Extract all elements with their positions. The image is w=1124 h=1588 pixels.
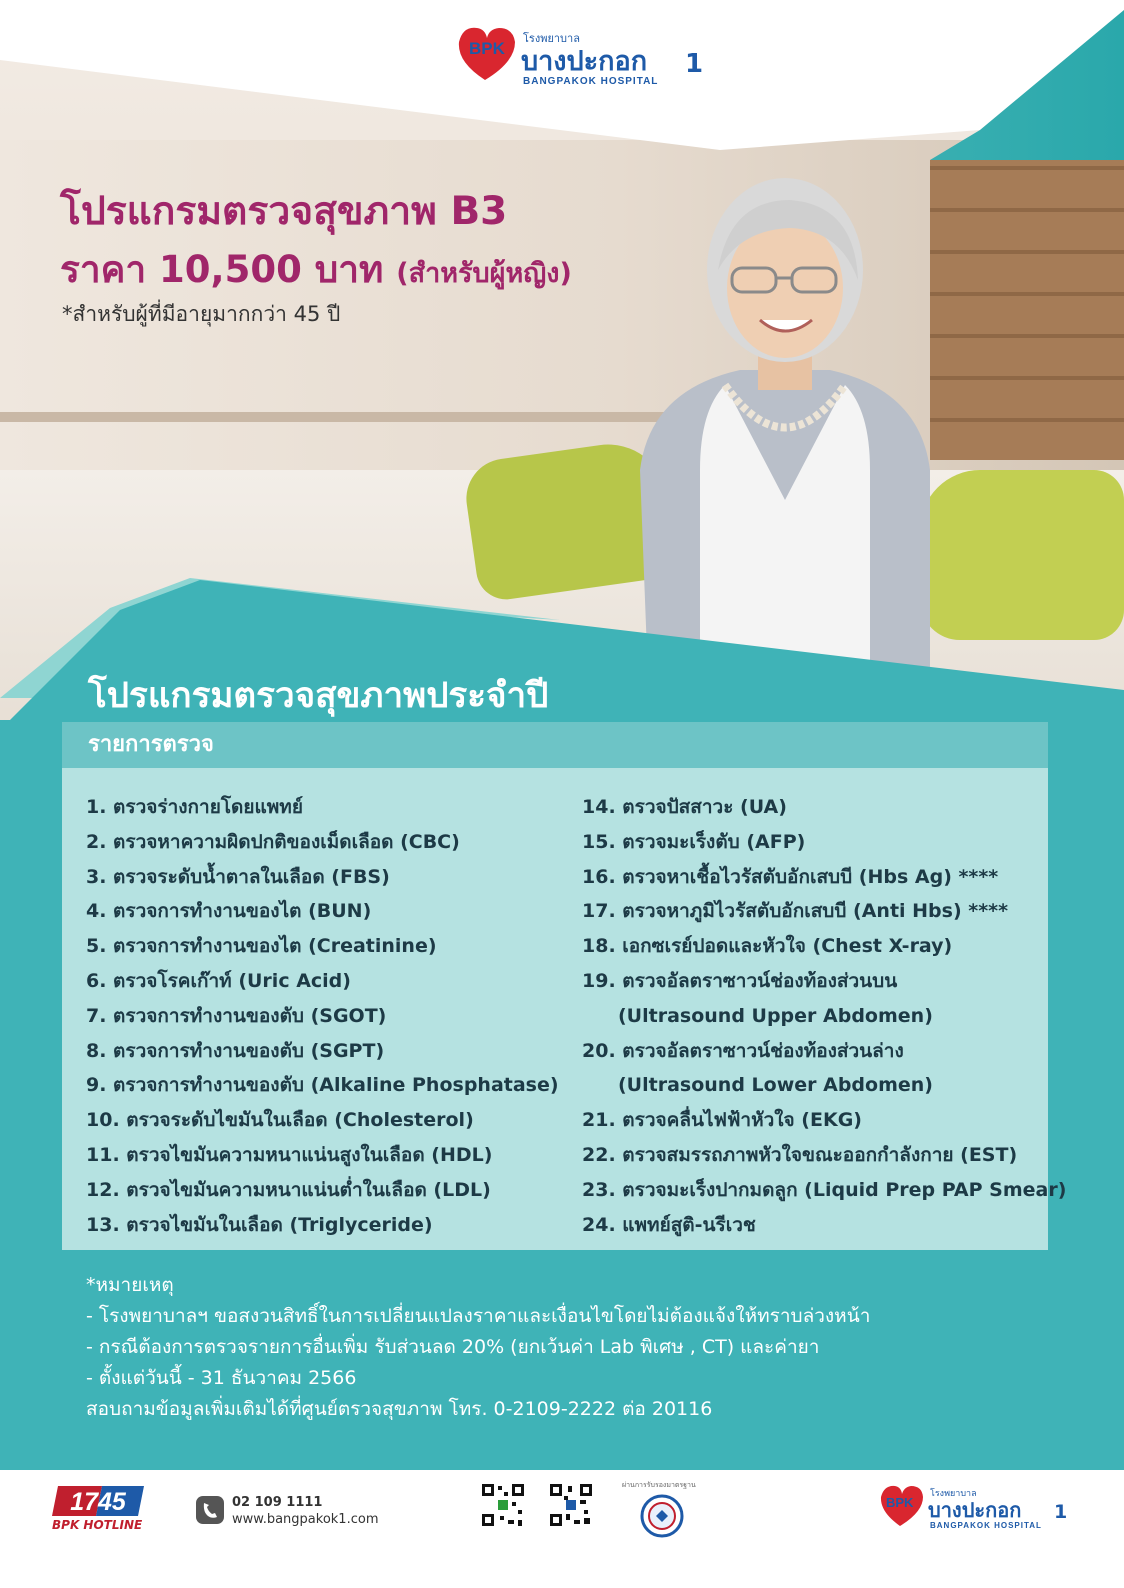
price-text: ราคา 10,500 บาท	[60, 248, 384, 291]
svg-text:1: 1	[685, 49, 704, 79]
qr-code-icon[interactable]	[480, 1482, 526, 1528]
hospital-logo-top	[455, 22, 715, 92]
checkup-item: 15. ตรวจมะเร็งตับ (AFP)	[582, 830, 806, 853]
checkup-item: 12. ตรวจไขมันความหนาแน่นต่ำในเลือด (LDL)	[86, 1178, 491, 1201]
hotline-label: BPK HOTLINE	[52, 1518, 143, 1532]
checkup-item: 13. ตรวจไขมันในเลือด (Triglyceride)	[86, 1213, 433, 1236]
checkup-item: 14. ตรวจปัสสาวะ (UA)	[582, 796, 787, 818]
program-price	[60, 240, 572, 299]
checkup-item: 16. ตรวจหาเชื้อไวรัสตับอักเสบบี (Hbs Ag) ****	[582, 865, 999, 888]
checkup-item: 17. ตรวจหาภูมิไวรัสตับอักเสบบี (Anti Hbs) ****	[582, 900, 1009, 923]
checkup-item: 6. ตรวจโรคเก๊าท์ (Uric Acid)	[86, 969, 351, 992]
svg-text:BPK: BPK	[886, 1495, 914, 1510]
phone-number[interactable]: 02 109 1111	[232, 1495, 323, 1510]
svg-text:โรงพยาบาล: โรงพยาบาล	[930, 1489, 977, 1499]
checkup-item: 22. ตรวจสมรรถภาพหัวใจขณะออกกำลังกาย (EST)	[582, 1143, 1018, 1166]
price-note: (สำหรับผู้หญิง)	[396, 258, 572, 289]
checkup-column-right	[582, 790, 1067, 1242]
phone-icon	[196, 1496, 224, 1524]
checkup-item: 4. ตรวจการทำงานของไต (BUN)	[86, 900, 372, 923]
hero-wood-panel	[930, 160, 1124, 460]
svg-text:BPK: BPK	[469, 39, 505, 58]
svg-text:1: 1	[1054, 1501, 1068, 1523]
accreditation-seal-icon	[640, 1494, 684, 1538]
checkup-item: 11. ตรวจไขมันความหนาแน่นสูงในเลือด (HDL)	[86, 1143, 493, 1166]
svg-text:1745: 1745	[70, 1488, 126, 1516]
contact-line: สอบถามข้อมูลเพิ่มเติมได้ที่ศูนย์ตรวจสุขภาพ โทร. 0-2109-2222 ต่อ 20116	[86, 1398, 713, 1420]
notes-heading: *หมายเหตุ	[86, 1274, 174, 1296]
checkup-item: 10. ตรวจระดับไขมันในเลือด (Cholesterol)	[86, 1109, 474, 1132]
note-line: - กรณีต้องการตรวจรายการอื่นเพิ่ม รับส่วนลด 20% (ยกเว้นค่า Lab พิเศษ , CT) และค่ายา	[86, 1336, 820, 1358]
checkup-item-continuation: (Ultrasound Upper Abdomen)	[618, 1004, 933, 1027]
note-line: - โรงพยาบาลฯ ขอสงวนสิทธิ์ในการเปลี่ยนแปลงราคาและเงื่อนไขโดยไม่ต้องแจ้งให้ทราบล่วงหน้า	[86, 1305, 871, 1327]
svg-text:บางปะกอก: บางปะกอก	[521, 46, 648, 77]
hero-shelf	[0, 412, 700, 422]
checkup-item: 24. แพทย์สูติ-นรีเวช	[582, 1213, 756, 1236]
hero-pillow-right	[920, 470, 1124, 640]
age-note: *สำหรับผู้ที่มีอายุมากกว่า 45 ปี	[62, 302, 341, 326]
checkup-item: 3. ตรวจระดับน้ำตาลในเลือด (FBS)	[86, 865, 390, 888]
checkup-item: 1. ตรวจร่างกายโดยแพทย์	[86, 796, 303, 818]
checkup-item: 8. ตรวจการทำงานของตับ (SGPT)	[86, 1039, 385, 1062]
hospital-logo-bottom	[878, 1482, 1078, 1532]
accreditation-label: ผ่านการรับรองมาตรฐาน	[622, 1481, 696, 1489]
svg-text:บางปะกอก: บางปะกอก	[928, 1498, 1022, 1522]
checkup-item: 2. ตรวจหาความผิดปกติของเม็ดเลือด (CBC)	[86, 830, 460, 853]
qr-code-icon[interactable]	[548, 1482, 594, 1528]
hotline-logo	[52, 1486, 144, 1516]
checkup-item: 21. ตรวจคลื่นไฟฟ้าหัวใจ (EKG)	[582, 1109, 862, 1132]
notes-block	[86, 1270, 870, 1425]
section-title: โปรแกรมตรวจสุขภาพประจำปี	[88, 676, 549, 716]
svg-text:BANGPAKOK HOSPITAL: BANGPAKOK HOSPITAL	[523, 76, 659, 87]
list-header: รายการตรวจ	[62, 722, 1048, 768]
svg-text:โรงพยาบาล: โรงพยาบาล	[523, 32, 580, 45]
note-line: - ตั้งแต่วันนี้ - 31 ธันวาคม 2566	[86, 1367, 357, 1389]
svg-text:BANGPAKOK HOSPITAL: BANGPAKOK HOSPITAL	[930, 1521, 1042, 1530]
website-link[interactable]: www.bangpakok1.com	[232, 1512, 379, 1527]
checkup-item: 18. เอกซเรย์ปอดและหัวใจ (Chest X-ray)	[582, 935, 953, 958]
checkup-column-left	[86, 790, 566, 1242]
checkup-item: 20. ตรวจอัลตราซาวน์ช่องท้องส่วนล่าง	[582, 1039, 904, 1062]
checkup-item-continuation: (Ultrasound Lower Abdomen)	[618, 1074, 933, 1097]
checkup-item: 7. ตรวจการทำงานของตับ (SGOT)	[86, 1004, 387, 1027]
program-title: โปรแกรมตรวจสุขภาพ B3	[60, 189, 508, 234]
checkup-item: 9. ตรวจการทำงานของตับ (Alkaline Phosphatase)	[86, 1074, 559, 1097]
checkup-item: 5. ตรวจการทำงานของไต (Creatinine)	[86, 935, 437, 958]
checkup-item: 23. ตรวจมะเร็งปากมดลูก (Liquid Prep PAP Smear)	[582, 1178, 1067, 1201]
checkup-item: 19. ตรวจอัลตราซาวน์ช่องท้องส่วนบน	[582, 969, 898, 992]
